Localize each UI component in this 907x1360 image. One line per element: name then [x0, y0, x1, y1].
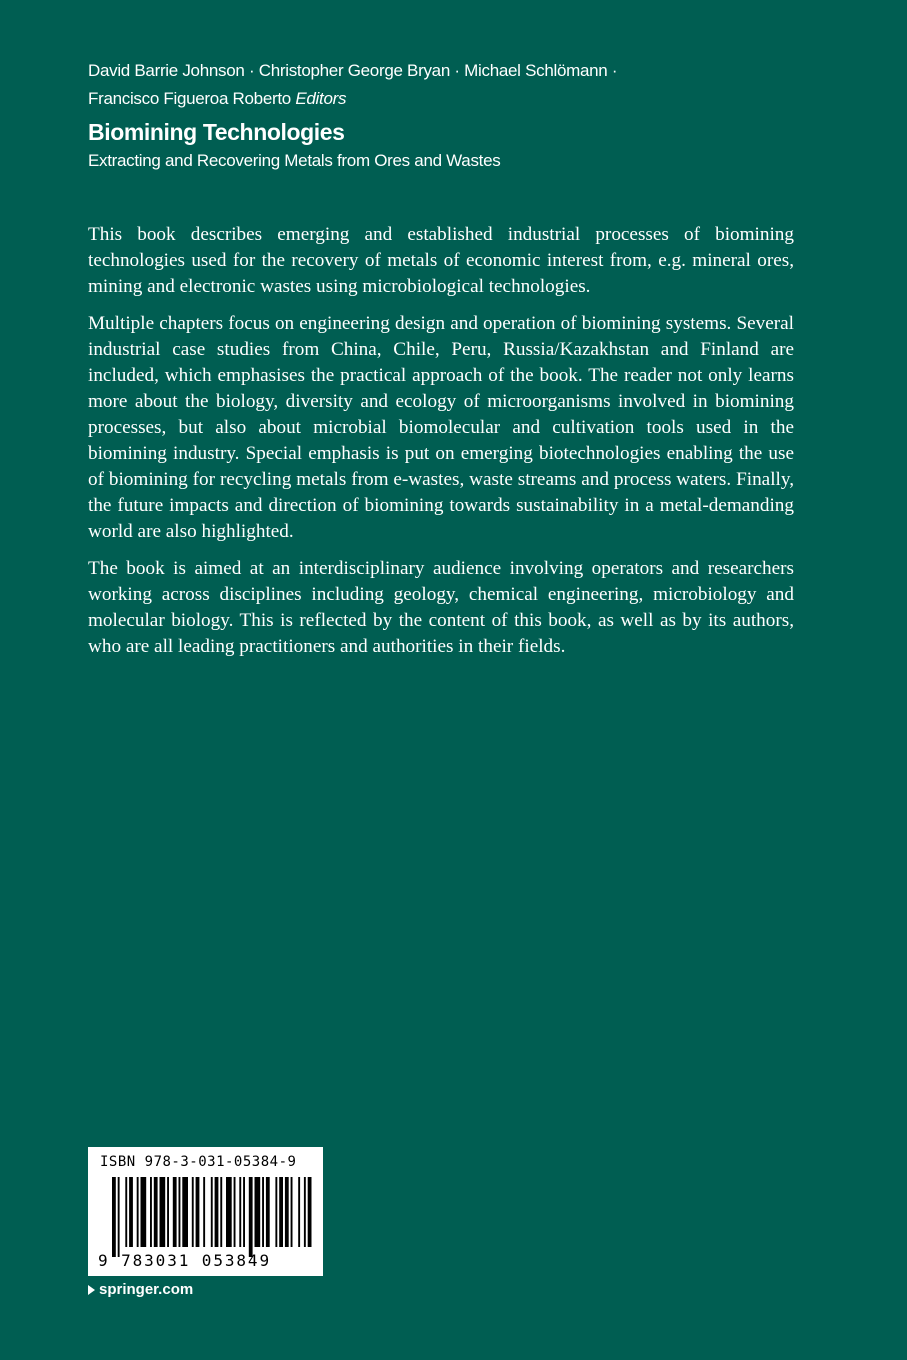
editors-line-2	[88, 85, 808, 113]
blurb-paragraph-2: Multiple chapters focus on engineering design and operation of biomining systems. Several industrial case studies from China, Chile, Peru, Russia/Kazakhstan and Finland are included, which emphasises the practical approach of the book. The reader not only learns more about the biology, diversity and ecology of microorganisms involved in biomining processes, but also about microbial biomolecular and cultivation tools used in the biomining industry. Special emphasis is put on emerging biotechnologies enabling the use of biomining for recycling metals from e-wastes, waste streams and process waters. Finally, the future impacts and direction of biomining towards sustainability in a metal-demanding world are also highlighted.	[88, 313, 794, 542]
barcode-bar	[160, 1177, 166, 1247]
barcode-bar	[308, 1177, 312, 1247]
barcode-bar	[154, 1177, 158, 1247]
barcode-bar	[203, 1177, 205, 1247]
blurb-paragraph-1: This book describes emerging and established industrial processes of biomining technologies used for the recovery of metals of economic interest from, e.g. mineral ores, mining and electronic wastes using microbiological technologies.	[88, 224, 794, 297]
barcode-bar	[249, 1177, 253, 1257]
arrow-right-icon	[88, 1285, 95, 1295]
editors-role: Editors	[295, 89, 347, 108]
barcode-bar	[173, 1177, 177, 1247]
publisher-label: springer.com	[99, 1281, 194, 1298]
barcode-bar	[239, 1177, 241, 1247]
barcode-bar	[234, 1177, 236, 1247]
barcode-bar	[129, 1177, 133, 1247]
barcode-bar	[196, 1177, 200, 1247]
barcode-bar	[182, 1177, 188, 1247]
barcode-bar	[266, 1177, 270, 1247]
barcode-bar	[141, 1177, 147, 1247]
barcode-bar	[215, 1177, 219, 1247]
barcode-bar	[167, 1177, 169, 1247]
barcode-bar	[262, 1177, 264, 1247]
barcode-bar	[255, 1177, 261, 1247]
barcode-bar	[211, 1177, 213, 1247]
barcode-bar	[125, 1177, 127, 1247]
barcode-bar	[192, 1177, 194, 1247]
barcode-bar	[226, 1177, 232, 1247]
barcode-bar	[275, 1177, 277, 1247]
barcode-bar	[118, 1177, 120, 1257]
barcode-digits: 9 783031 053849	[98, 1251, 271, 1270]
barcode-bar	[150, 1177, 152, 1247]
cover-header	[88, 57, 808, 174]
barcode-bar	[298, 1177, 300, 1247]
barcode-bar	[304, 1177, 306, 1247]
editors-line-1: David Barrie Johnson · Christopher George Bryan · Michael Schlömann ·	[88, 61, 618, 80]
isbn-barcode	[88, 1147, 323, 1276]
editors-list	[88, 57, 808, 113]
barcode-bar	[220, 1177, 222, 1247]
editors-names: Francisco Figueroa Roberto	[88, 89, 291, 108]
book-subtitle: Extracting and Recovering Metals from Ores and Wastes	[88, 151, 501, 170]
barcode-bar	[179, 1177, 181, 1247]
barcode-bar	[112, 1177, 116, 1257]
book-title: Biomining Technologies	[88, 119, 345, 145]
publisher-link[interactable]	[88, 1281, 193, 1298]
barcode-bar	[279, 1177, 283, 1247]
blurb	[88, 222, 794, 671]
barcode-bar	[291, 1177, 293, 1247]
isbn-label: ISBN 978-3-031-05384-9	[100, 1154, 297, 1170]
barcode-bar	[243, 1177, 245, 1247]
barcode-bar	[137, 1177, 139, 1247]
blurb-paragraph-3: The book is aimed at an interdisciplinary audience involving operators and researchers working across disciplines including geology, chemical engineering, microbiology and molecular biology. This is reflected by the content of this book, as well as by its authors, who are all leading practitioners and authorities in their fields.	[88, 558, 794, 657]
barcode-bar	[285, 1177, 289, 1247]
